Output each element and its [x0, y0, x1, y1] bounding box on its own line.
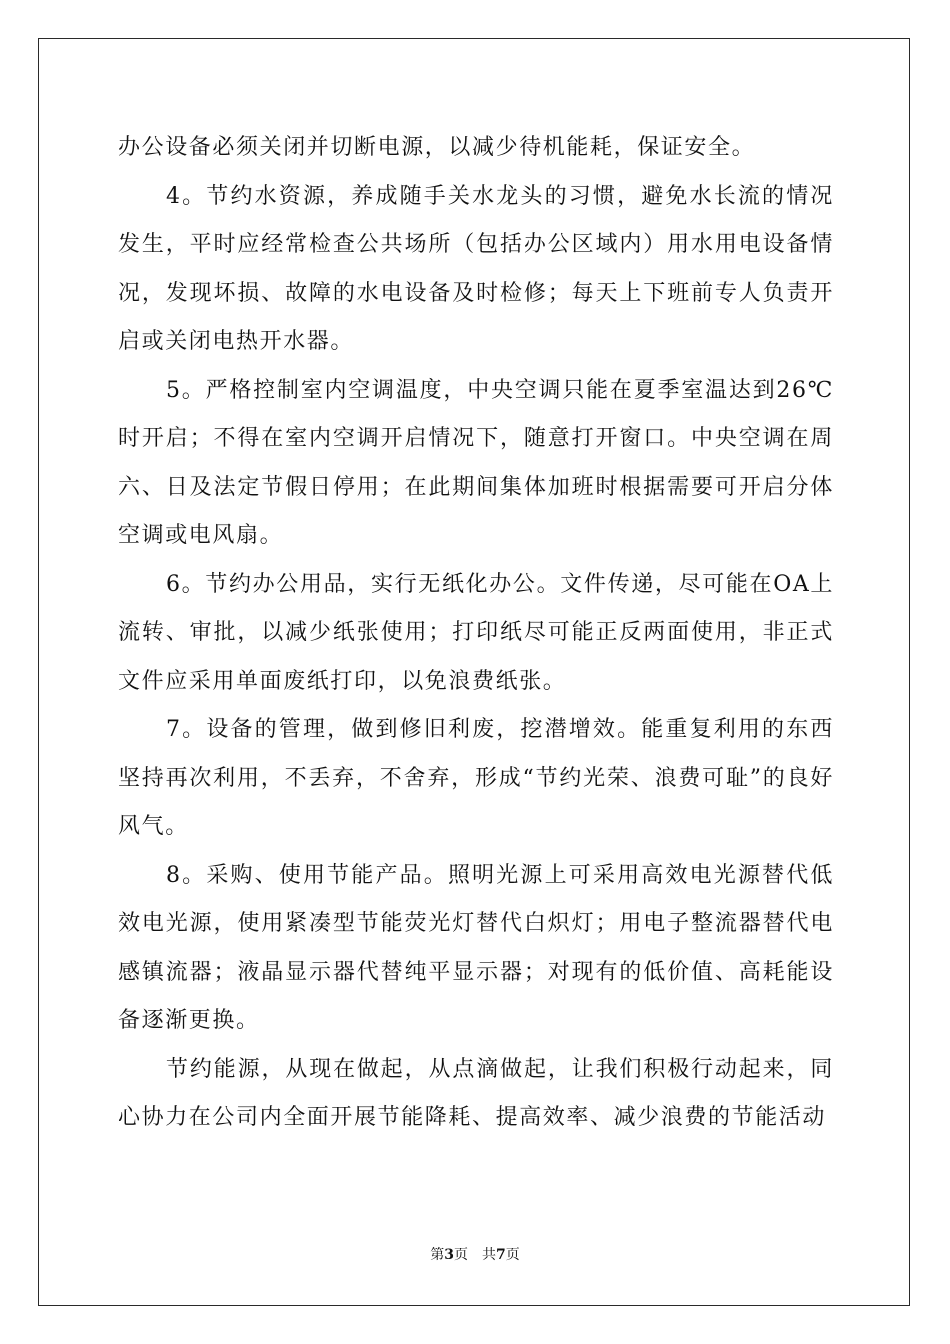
page-suffix: 页: [454, 1247, 468, 1263]
paragraph-item-6: 6。节约办公用品，实行无纸化办公。文件传递，尽可能在OA上流转、审批，以减少纸张使用；打印纸尽可能正反两面使用，非正式文件应采用单面废纸打印，以免浪费纸张。: [118, 571, 834, 694]
page-prefix: 第: [430, 1247, 445, 1263]
document-body: [118, 124, 834, 1143]
page-footer: [0, 1244, 950, 1264]
total-suffix: 页: [505, 1247, 520, 1263]
paragraph-item-8: 8。采购、使用节能产品。照明光源上可采用高效电光源替代低效电光源，使用紧凑型节能荧光灯替代白炽灯；用电子整流器替代电感镇流器；液晶显示器代替纯平显示器；对现有的低价值、高耗能设备逐渐更换。: [118, 862, 834, 1033]
paragraph-closing: 节约能源，从现在做起，从点滴做起，让我们积极行动起来，同心协力在公司内全面开展节能降耗、提高效率、减少浪费的节能活动: [118, 1056, 834, 1130]
total-prefix: 共: [482, 1247, 496, 1263]
paragraph-continuation: 办公设备必须关闭并切断电源，以减少待机能耗，保证安全。: [118, 135, 756, 160]
page-number: 3: [444, 1247, 454, 1263]
paragraph-item-7: 7。设备的管理，做到修旧利废，挖潜增效。能重复利用的东西坚持再次利用，不丢弃，不舍弃，形成“节约光荣、浪费可耻”的良好风气。: [118, 717, 834, 839]
paragraph-item-4: 4。节约水资源，养成随手关水龙头的习惯，避免水长流的情况发生，平时应经常检查公共场所（包括办公区域内）用水用电设备情况，发现坏损、故障的水电设备及时检修；每天上下班前专人负责开启或关闭电热开水器。: [118, 183, 834, 354]
total-pages: 7: [496, 1247, 506, 1263]
paragraph-item-5: 5。严格控制室内空调温度，中央空调只能在夏季室温达到26℃时开启；不得在室内空调开启情况下，随意打开窗口。中央空调在周六、日及法定节假日停用；在此期间集体加班时根据需要可开启分体空调或电风扇。: [118, 377, 834, 548]
